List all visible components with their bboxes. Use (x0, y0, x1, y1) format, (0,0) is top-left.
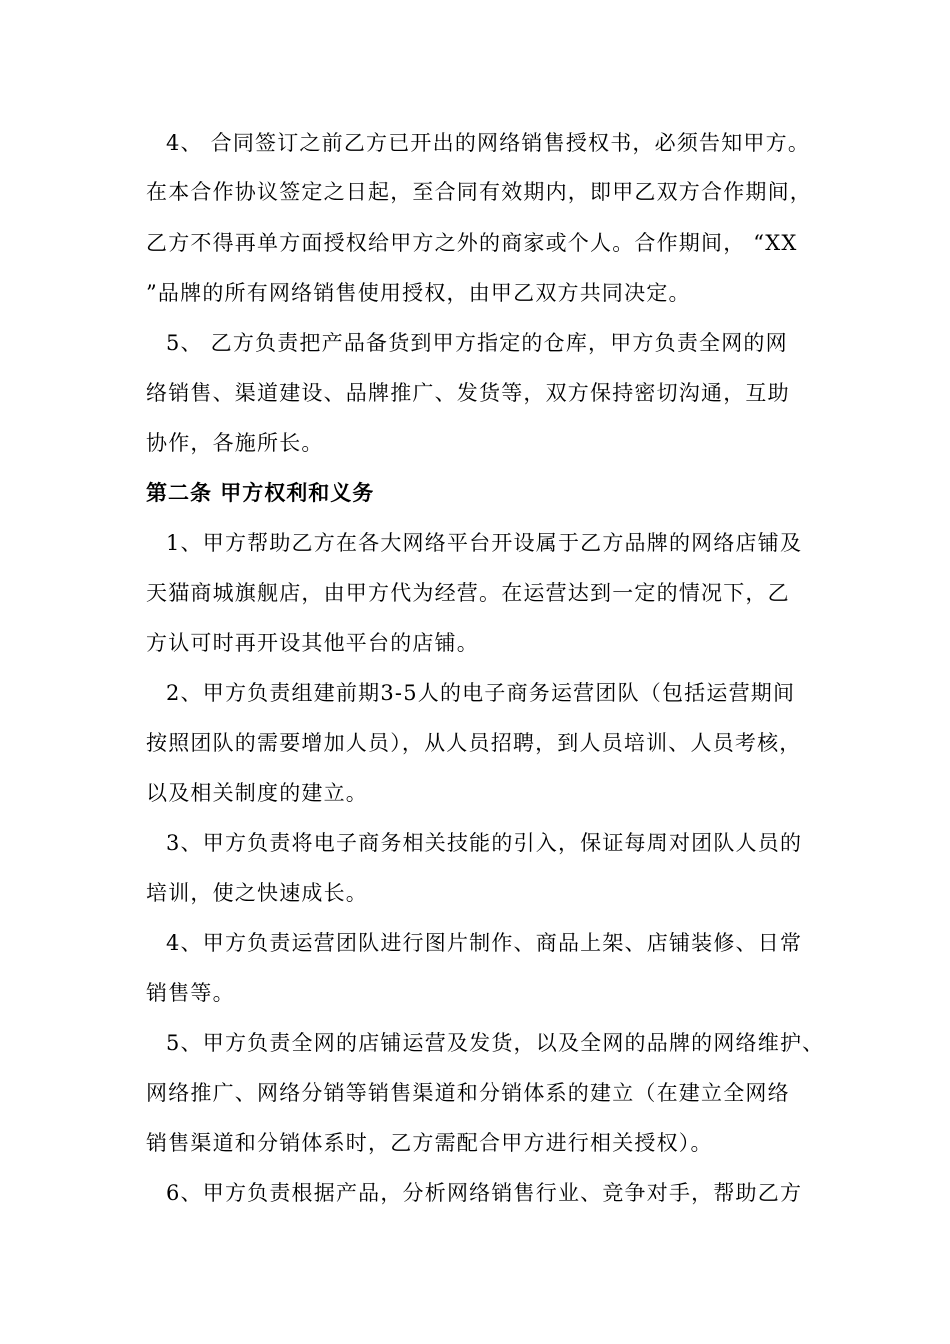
section-heading: 第二条 甲方权利和义务 (146, 481, 375, 505)
item-1-line-1: 1、甲方帮助乙方在各大网络平台开设属于乙方品牌的网络店铺及 (166, 531, 803, 555)
item-5-line-2: 网络推广、网络分销等销售渠道和分销体系的建立（在建立全网络 (146, 1081, 790, 1105)
item-2-line-2: 按照团队的需要增加人员），从人员招聘，到人员培训、人员考核， (146, 731, 802, 755)
clause-4-line-1: 4、 合同签订之前乙方已开出的网络销售授权书，必须告知甲方。 (166, 131, 811, 155)
item-1-line-2: 天猫商城旗舰店，由甲方代为经营。在运营达到一定的情况下，乙 (146, 581, 790, 605)
item-2-line-1: 2、甲方负责组建前期3-5人的电子商务运营团队（包括运营期间 (166, 681, 796, 705)
item-5-line-1: 5、甲方负责全网的店铺运营及发货，以及全网的品牌的网络维护、 (166, 1031, 825, 1055)
clause-5-line-3: 协作，各施所长。 (146, 431, 324, 455)
item-4-line-2: 销售等。 (146, 981, 235, 1005)
clause-5-line-2: 络销售、渠道建设、品牌推广、发货等，双方保持密切沟通，互助 (146, 381, 790, 405)
clause-4-line-4: ”品牌的所有网络销售使用授权，由甲乙双方共同决定。 (146, 281, 691, 305)
item-5-line-3: 销售渠道和分销体系时，乙方需配合甲方进行相关授权）。 (146, 1131, 713, 1155)
clause-4-line-3: 乙方不得再单方面授权给甲方之外的商家或个人。合作期间， “XX (146, 231, 798, 255)
item-1-line-3: 方认可时再开设其他平台的店铺。 (146, 631, 479, 655)
item-2-line-3: 以及相关制度的建立。 (146, 781, 368, 805)
item-6-line-1: 6、甲方负责根据产品，分析网络销售行业、竞争对手，帮助乙方 (166, 1181, 803, 1205)
clause-5-line-1: 5、 乙方负责把产品备货到甲方指定的仓库，甲方负责全网的网 (166, 331, 788, 355)
item-3-line-2: 培训，使之快速成长。 (146, 881, 368, 905)
item-3-line-1: 3、甲方负责将电子商务相关技能的引入，保证每周对团队人员的 (166, 831, 803, 855)
item-4-line-1: 4、甲方负责运营团队进行图片制作、商品上架、店铺装修、日常 (166, 931, 803, 955)
clause-4-line-2: 在本合作协议签定之日起，至合同有效期内，即甲乙双方合作期间， (146, 180, 812, 204)
